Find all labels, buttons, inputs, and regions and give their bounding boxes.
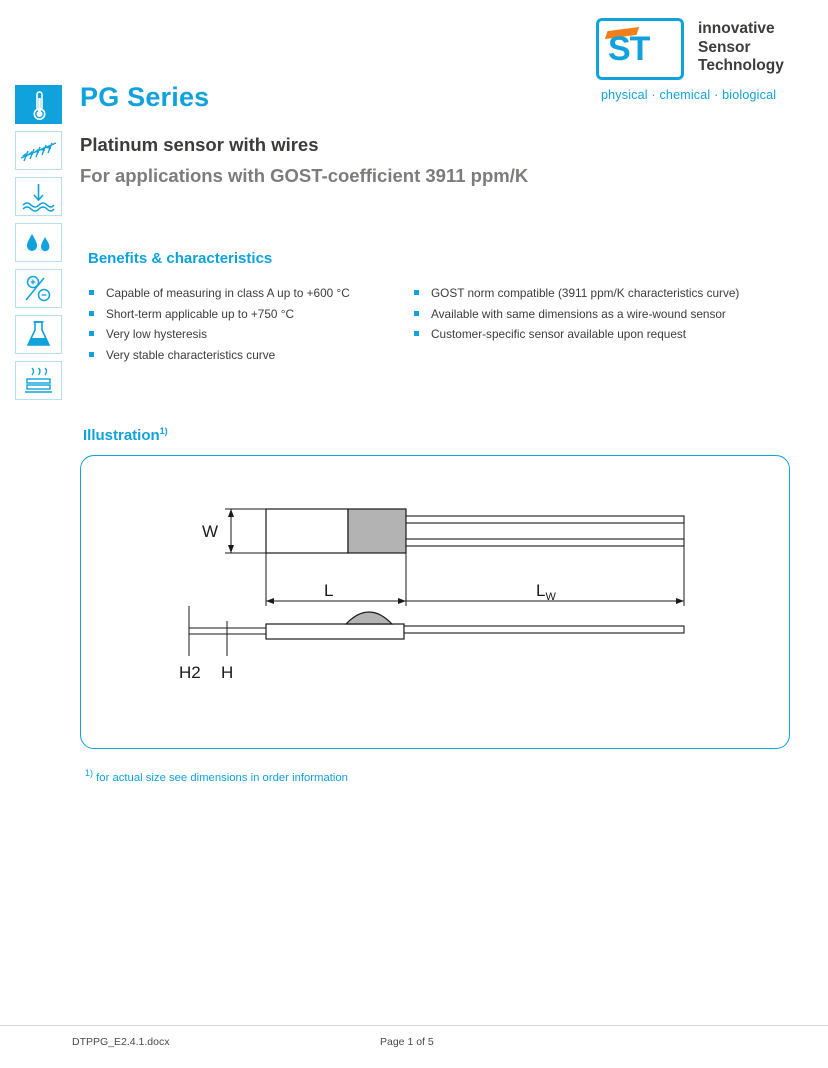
- thermometer-icon[interactable]: [15, 85, 62, 124]
- benefits-heading: Benefits & characteristics: [88, 250, 273, 267]
- humidity-drops-icon[interactable]: [15, 223, 62, 262]
- logo-word-line3: Technology: [698, 57, 784, 74]
- company-logo: [596, 18, 796, 113]
- liquid-flask-icon[interactable]: [15, 315, 62, 354]
- list-item: Capable of measuring in class A up to +600 °C: [88, 283, 408, 304]
- logo-word-line2: Sensor: [698, 38, 751, 56]
- list-item: Available with same dimensions as a wire-wound sensor: [413, 304, 793, 325]
- logo-tagline: physical · chemical · biological: [601, 88, 777, 102]
- logo-word-line1: innovative: [698, 20, 775, 37]
- logo-mark-box: [596, 18, 684, 80]
- page-title: PG Series: [80, 82, 210, 112]
- footer-page-number: Page 1 of 5: [380, 1036, 434, 1048]
- footer-document-name: DTPPG_E2.4.1.docx: [72, 1036, 170, 1048]
- gas-sensor-icon[interactable]: [15, 269, 62, 308]
- flow-sensor-icon[interactable]: [15, 131, 62, 170]
- sensor-drawing: [81, 456, 789, 748]
- list-item: Short-term applicable up to +750 °C: [88, 304, 408, 325]
- list-item: Customer-specific sensor available upon request: [413, 324, 793, 345]
- label-h2: H2: [179, 663, 201, 682]
- logo-wordmark: [698, 20, 798, 76]
- page-subtitle-primary: Platinum sensor with wires: [80, 134, 319, 155]
- label-lw: $L_W$: [536, 581, 556, 603]
- illustration-heading-text: Illustration: [83, 427, 160, 444]
- label-w: W: [202, 522, 219, 541]
- illustration-figure: [80, 455, 790, 749]
- label-l: L: [324, 581, 334, 600]
- heater-icon[interactable]: [15, 361, 62, 400]
- label-h: H: [221, 663, 234, 682]
- footer-divider: [0, 1025, 828, 1026]
- benefits-list-left: [88, 283, 408, 365]
- list-item: Very stable characteristics curve: [88, 345, 408, 366]
- list-item: GOST norm compatible (3911 ppm/K characteristics curve): [413, 283, 793, 304]
- page-subtitle-secondary: For applications with GOST-coefficient 3911 ppm/K: [80, 165, 529, 186]
- illustration-footnote-text: for actual size see dimensions in order information: [96, 771, 348, 784]
- list-item: Very low hysteresis: [88, 324, 408, 345]
- product-category-icon-rail: [15, 85, 62, 407]
- logo-mark-text: ST: [608, 30, 650, 68]
- level-sensor-icon[interactable]: [15, 177, 62, 216]
- benefits-list-right: [413, 283, 793, 345]
- illustration-heading-footnote-marker: 1): [159, 426, 168, 436]
- illustration-heading: [83, 426, 168, 444]
- illustration-footnote-marker: 1): [85, 768, 94, 778]
- illustration-footnote: [85, 768, 348, 784]
